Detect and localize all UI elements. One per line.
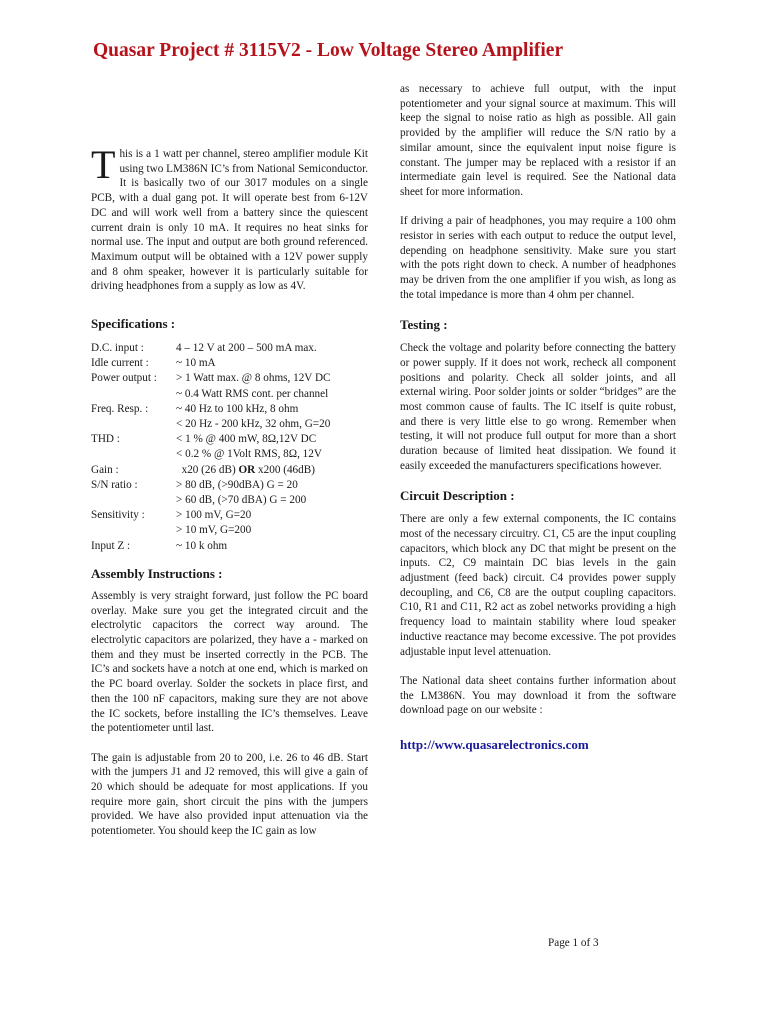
specifications-heading: Specifications :	[91, 316, 176, 332]
gain-value-b: x200 (46dB)	[255, 463, 315, 476]
spec-row	[91, 508, 331, 523]
spec-row	[91, 478, 331, 493]
intro-text: his is a 1 watt per channel, stereo amplifier module Kit using two LM386N IC’s from National Semiconductor. It is basically two of our 3017 modules on a single PCB, with a dual gang pot. It will operate best from 6-12V DC and will work well from a battery since the quiescent current drain is only 10 mA. It requires no heat sinks for normal use. The input and output are both ground referenced. Maximum output will be obtained with a 12V power supply and 8 ohm speaker, however it is particularly suitable for driving headphones from a supply as low as 4V.	[91, 148, 368, 293]
specifications-table	[91, 341, 331, 554]
spec-value: > 60 dB, (>70 dBA) G = 200	[176, 494, 307, 507]
spec-label	[91, 417, 176, 432]
spec-row	[91, 402, 331, 417]
spec-value: > 100 mV, G=20	[176, 509, 252, 522]
spec-label: S/N ratio :	[91, 478, 138, 491]
page-number: Page 1 of 3	[548, 937, 599, 949]
intro-paragraph	[91, 142, 368, 294]
spec-value: > 80 dB, (>90dBA) G = 20	[176, 478, 298, 491]
spec-value: ~ 0.4 Watt RMS cont. per channel	[176, 387, 329, 400]
spec-label: Sensitivity :	[91, 509, 145, 522]
spec-row	[91, 493, 331, 508]
spec-label: Input Z :	[91, 539, 131, 552]
spec-value: ~ 10 k ohm	[176, 539, 228, 552]
spec-value: > 10 mV, G=200	[176, 524, 252, 537]
spec-value: ~ 10 mA	[176, 357, 216, 370]
spec-label: THD :	[91, 433, 120, 446]
spec-row	[91, 417, 331, 432]
spec-label	[91, 493, 176, 508]
testing-paragraph: Check the voltage and polarity before connecting the battery or power supply. If it does not work, recheck all component positions and polarity. Check all solder joints, and all external wiring. Poor solder joints or solder “bridges” are the most common cause of faults. The IC itself is quite robust, and there is very little else to go wrong. Remember when testing, it will not produce full output for more than a short duration because of limited heat dissipation. We found it easily exceeded the manufacturers specifications however.	[400, 342, 676, 472]
spec-row	[91, 341, 331, 356]
website-link[interactable]: http://www.quasarelectronics.com	[400, 737, 589, 753]
spec-row	[91, 523, 331, 538]
gain-or: OR	[238, 463, 256, 476]
spec-value: < 0.2 % @ 1Volt RMS, 8Ω, 12V	[176, 448, 322, 461]
spec-label	[91, 387, 176, 402]
right-column	[400, 82, 676, 753]
spec-row	[91, 539, 331, 554]
page-title: Quasar Project # 3115V2 - Low Voltage Stereo Amplifier	[93, 40, 564, 61]
spec-row	[91, 356, 331, 371]
continued-paragraph: as necessary to achieve full output, with the input potentiometer and your signal source at maximum. This will keep the signal to noise ratio as high as possible. All gain provided by the amplifier will reduce the S/N ratio by a similar amount, since the equivalent input noise figure is constant. The jumper may be replaced with a resistor if an intermediate gain level is required. See the National data sheet for more information.	[400, 83, 676, 198]
spec-row	[91, 387, 331, 402]
circuit-paragraph: There are only a few external components, the IC contains most of the necessary circuitry. C1, C5 are the input coupling capacitors, which block any DC that might be present on the inputs. C2, C9 maintain DC bias levels in the gain adjustment (feed back) circuit. C4 provides power supply decoupling, and C6, C8 are the output coupling capacitors. C10, R1 and C11, R2 act as zobel networks providing a high frequency load to maintain stability where loud speaker inductive reactance may become excessive. The pot provides adjustable input level attenuation.	[400, 513, 676, 658]
datasheet-paragraph: The National data sheet contains further information about the LM386N. You may download it from the software download page on our website :	[400, 674, 676, 717]
gain-paragraph: The gain is adjustable from 20 to 200, i.e. 26 to 46 dB. Start with the jumpers J1 and J2 removed, this will give a gain of 20 which should be adequate for most applications. If you require more gain, short circuit the pins with the jumpers provided. We have also provided input attenuation via the potentiometer. You should keep the IC gain as low	[91, 751, 368, 838]
assembly-paragraph: Assembly is very straight forward, just follow the PC board overlay. Make sure you get the integrated circuit and the electrolytic capacitors the correct way around. The electrolytic capacitors are polarized, they have a - marked on them and they must be inserted correctly in the PCB. The IC’s and sockets have a notch at one end, which is marked on the PC board overlay. Solder the sockets in place first, and then the 100 nF capacitors, making sure they are not above the IC sockets, before installing the IC’s themselves. Leave the potentiometer until last.	[91, 589, 368, 735]
spec-value: < 20 Hz - 200 kHz, 32 ohm, G=20	[176, 418, 331, 431]
spec-label: D.C. input :	[91, 342, 144, 355]
spec-value	[176, 463, 331, 478]
spec-value: ~ 40 Hz to 100 kHz, 8 ohm	[176, 402, 299, 415]
spec-label	[91, 447, 176, 462]
spec-row	[91, 432, 331, 447]
drop-cap: T	[91, 142, 116, 187]
assembly-heading: Assembly Instructions :	[91, 565, 223, 581]
spec-label: Idle current :	[91, 357, 149, 370]
left-column	[91, 142, 368, 854]
spec-label: Gain :	[91, 463, 119, 476]
spec-row	[91, 463, 331, 478]
testing-heading: Testing :	[400, 317, 448, 333]
spec-label	[91, 523, 176, 538]
spec-row	[91, 447, 331, 462]
headphones-paragraph: If driving a pair of headphones, you may require a 100 ohm resistor in series with each output to reduce the output level, depending on headphone sensitivity. Make sure you start with the pots right down to check. A number of headphones may be driven from the one amplifier if you wish, as long as the total impedance is more than 4 ohm per channel.	[400, 215, 676, 301]
spec-row	[91, 371, 331, 386]
gain-value-a: x20 (26 dB)	[181, 463, 239, 476]
spec-label: Freq. Resp. :	[91, 402, 149, 415]
spec-label: Power output :	[91, 372, 157, 385]
spec-value: > 1 Watt max. @ 8 ohms, 12V DC	[176, 372, 331, 385]
spec-value: < 1 % @ 400 mW, 8Ω,12V DC	[176, 433, 317, 446]
spec-value: 4 – 12 V at 200 – 500 mA max.	[176, 342, 317, 355]
circuit-heading: Circuit Description :	[400, 488, 515, 504]
